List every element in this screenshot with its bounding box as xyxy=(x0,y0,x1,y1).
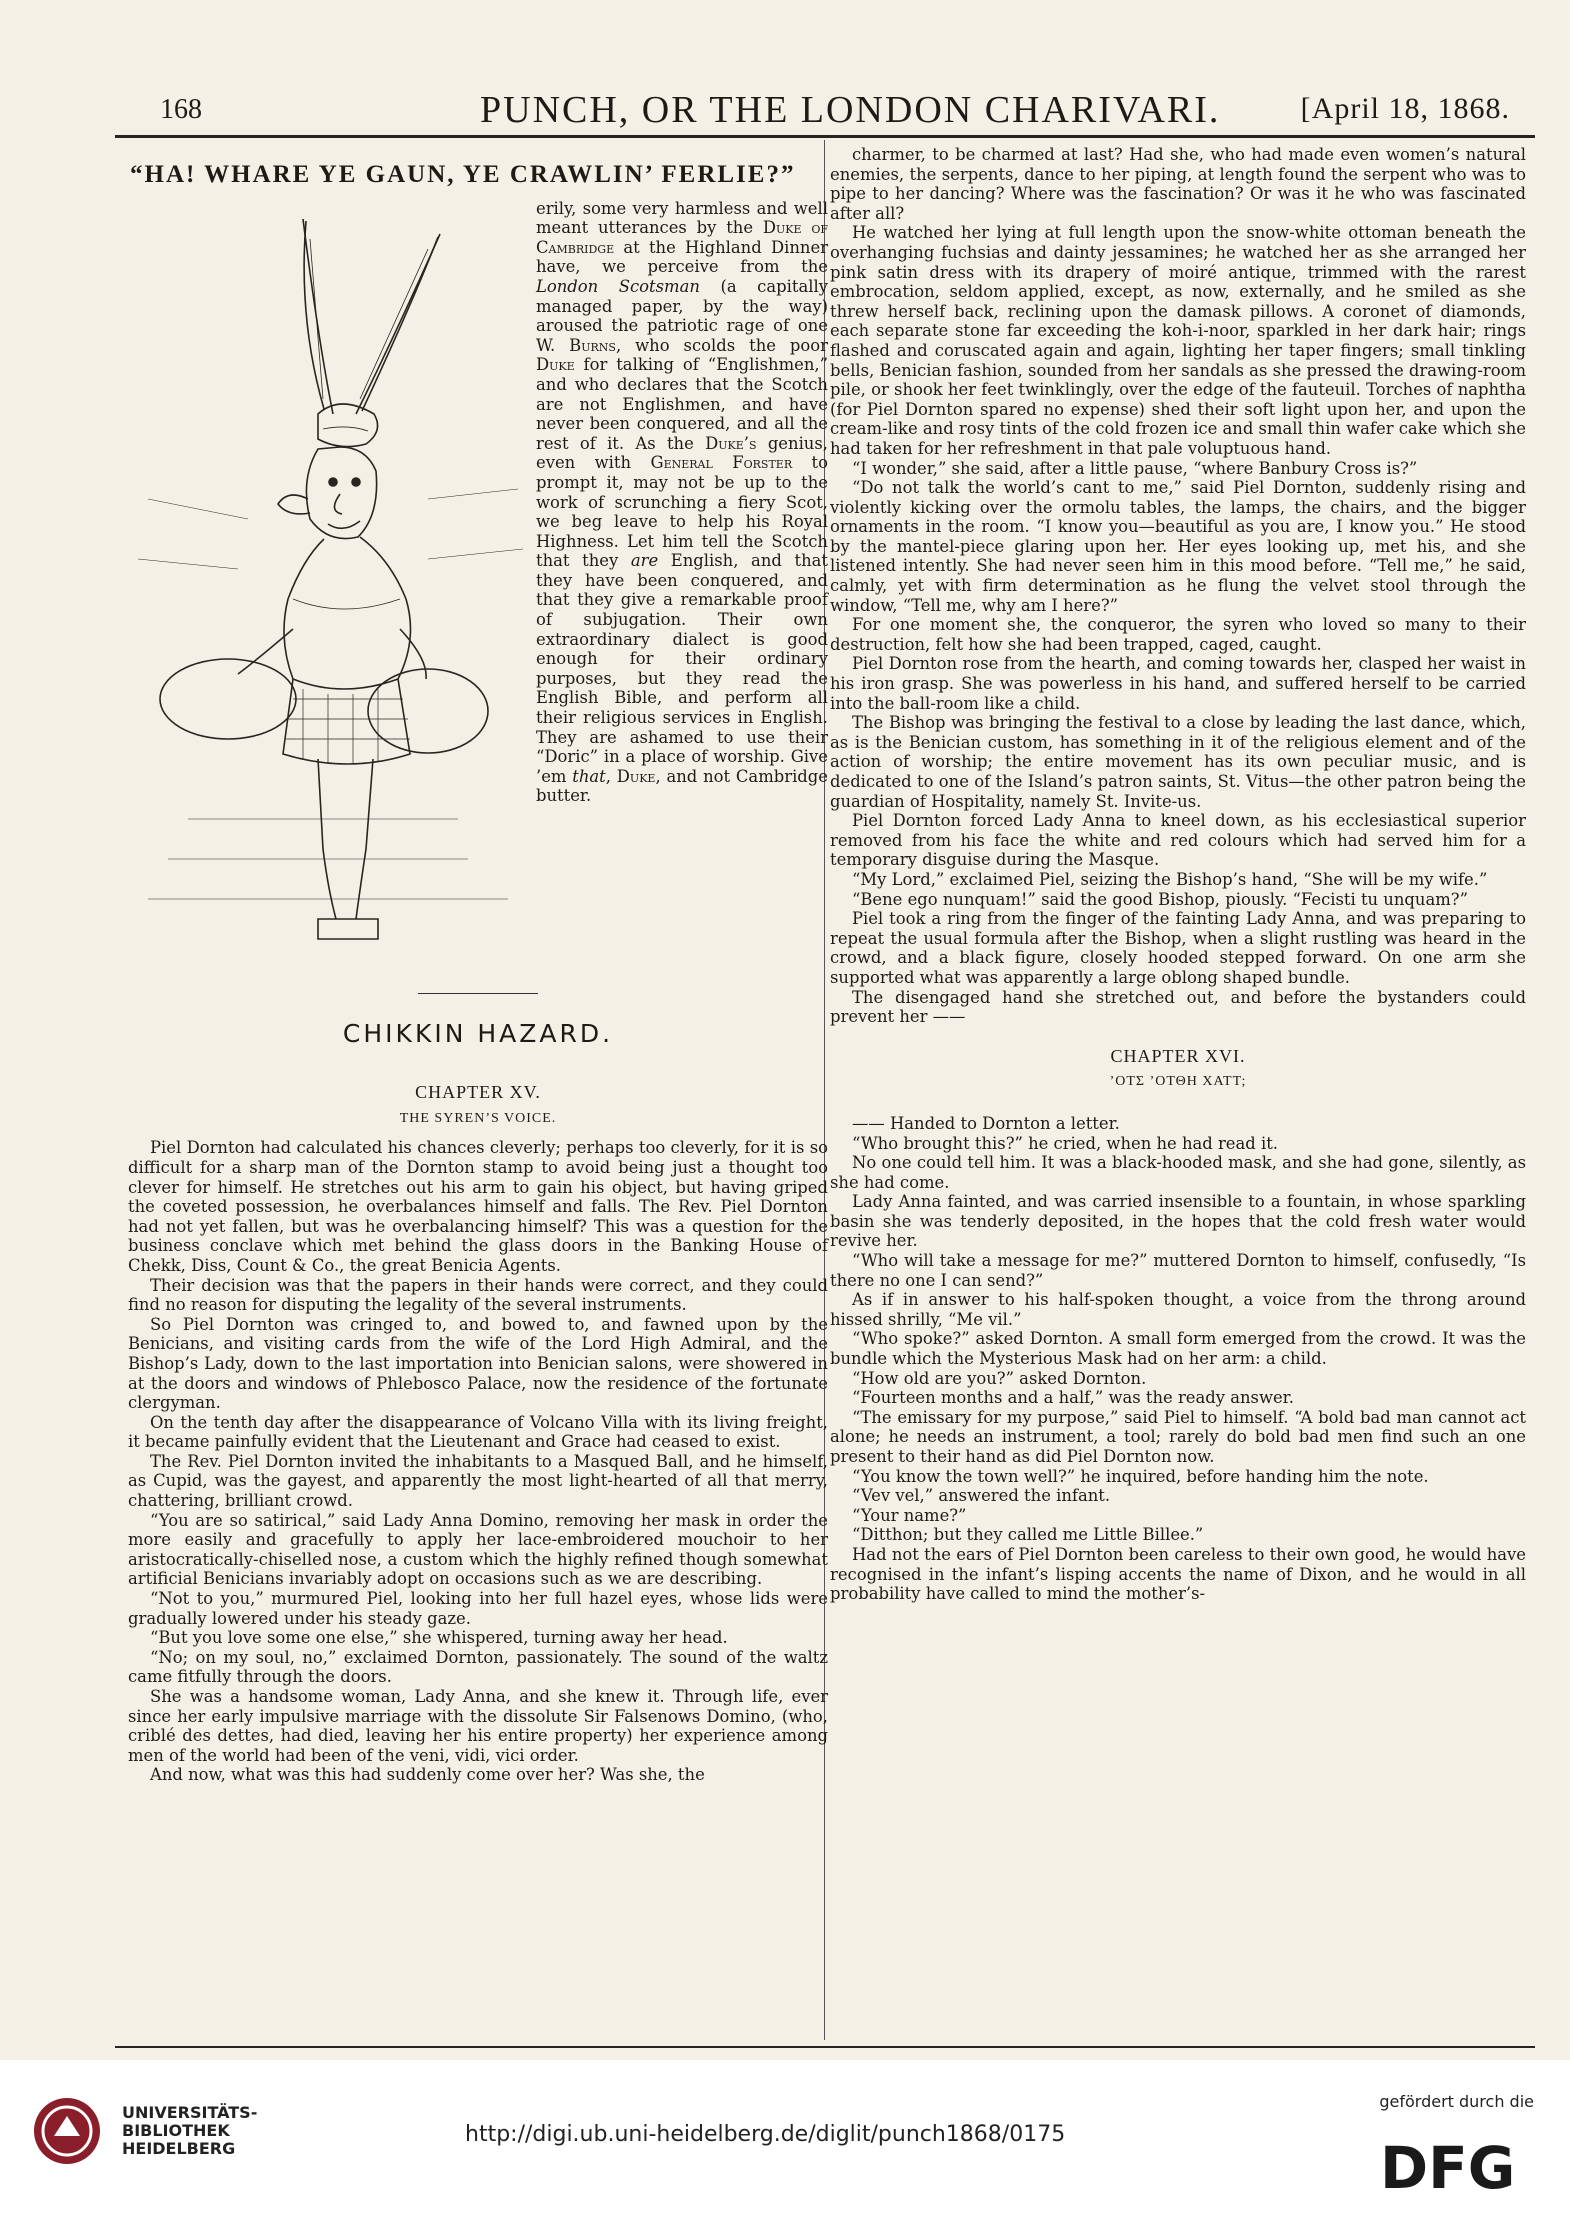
section-divider xyxy=(418,993,538,994)
university-name: UNIVERSITÄTS- BIBLIOTHEK HEIDELBERG xyxy=(122,2103,258,2158)
paragraph: He watched her lying at full length upon the snow-white ottoman beneath the overhanging fuchsias and dainty jessamines; he watched her as she arranged her pink satin dress with its drapery of moiré antique, trimmed with the rarest embrocation, seldom applied, except, as now, externally, and he smiled as she threw herself back, reclining upon the damask pillows. A coronet of diamonds, each separate stone far exceeding the koh-i-noor, sparkled in her dark hair; rings flashed and coruscated again and again, lighting her taper fingers; small tinkling bells, Benician fashion, sounded from her sandals as she pressed the drawing-room pile, or shook her feet twinklingly, over the edge of the fauteuil. Torches of naphtha (for Piel Dornton spared no expense) shed their soft light upon her, and upon the cream-like and rosy tints of the cold frozen ice and small thin wafer cake which she had taken for her refreshment in that pale voluptuous hand. xyxy=(830,223,1526,458)
paragraph: “Who will take a message for me?” muttered Dornton to himself, confusedly, “Is there no one I can send?” xyxy=(830,1251,1526,1290)
paragraph: No one could tell him. It was a black-hooded mask, and she had gone, silently, as she had come. xyxy=(830,1153,1526,1192)
paragraph: “Do not talk the world’s cant to me,” said Piel Dornton, suddenly rising and violently kicking over the ormolu tables, the lamps, the chairs, and the bigger ornaments in the room. “I know you—beautiful as you are, I know you.” He stood by the mantel-piece glaring upon her. Her eyes looking up, met his, and she listened intently. She had never seen him in this mood before. “Tell me,” he said, calmly, yet with firm determination as he flung the velvet stool through the window, “Tell me, why am I here?” xyxy=(830,478,1526,615)
paragraph: She was a handsome woman, Lady Anna, and she knew it. Through life, ever since her early impulsive marriage with the dissolute Sir Falsenows Domino, (who, criblé des dettes, had died, leaving her his entire property) her experience among men of the world had been of the veni, vidi, vici order. xyxy=(128,1687,828,1765)
caricature-illustration xyxy=(128,199,528,969)
header-rule xyxy=(115,135,1535,138)
paragraph: The Rev. Piel Dornton invited the inhabitants to a Masqued Ball, and he himself, as Cupid, was the gayest, and apparently the most light-hearted of all that merry, chattering, brilliant crowd. xyxy=(128,1451,828,1511)
paragraph: Piel Dornton had calculated his chances cleverly; perhaps too cleverly, for it is so difficult for a sharp man of the Dornton stamp to avoid being just a thought too clever for himself. He stretches out his arm to gain his object, but having griped the coveted possession, he overbalances himself and falls. The Rev. Piel Dornton had not yet fallen, but was he overbalancing himself? This was a question for the business conclave which met behind the glass doors in the Banking House of Chekk, Diss, Count & Co., the great Benicia Agents. xyxy=(128,1138,828,1275)
issue-date: [April 18, 1868. xyxy=(1300,92,1510,125)
paragraph: “Fourteen months and a half,” was the ready answer. xyxy=(852,1388,1294,1408)
paragraph: Had not the ears of Piel Dornton been careless to their own good, he would have recognised in the infant’s lisping accents the name of Dixon, and he would in all probability have called to mind the mother’s- xyxy=(830,1544,1526,1604)
paragraph: “Who brought this?” he cried, when he had read it. xyxy=(852,1133,1279,1153)
paragraph: “I wonder,” she said, after a little pause, “where Banbury Cross is?” xyxy=(852,458,1418,478)
chapter-subtitle-16: ’ΟΤΣ ’ΟΤΘΗ ΧΑΤΤ; xyxy=(1109,1074,1247,1090)
right-body xyxy=(830,145,1526,1027)
right-column xyxy=(830,145,1526,1604)
paragraph: Their decision was that the papers in their hands were correct, and they could find no reason for disputing the legality of the several instruments. xyxy=(128,1275,828,1315)
source-link[interactable]: http://digi.ub.uni-heidelberg.de/diglit/punch1868/0175 xyxy=(465,2122,1066,2147)
paragraph: “How old are you?” asked Dornton. xyxy=(852,1368,1147,1388)
funding-note: gefördert durch die xyxy=(1379,2092,1534,2111)
footer-rule xyxy=(115,2046,1535,2048)
paragraph: Lady Anna fainted, and was carried insensible to a fountain, in whose sparkling basin she was tenderly deposited, in the hopes that the cold fresh water would revive her. xyxy=(830,1192,1526,1251)
page-header xyxy=(120,88,1530,138)
paragraph: Piel took a ring from the finger of the fainting Lady Anna, and was preparing to repeat the usual formula after the Bishop, when a slight rustling was heard in the crowd, and a black figure, closely hooded stepped forward. On one arm she supported what was apparently a large oblong shaped bundle. xyxy=(830,909,1526,987)
drop-text: erily, some very harmless and well meant utterances by the xyxy=(536,198,828,238)
dfg-logo-text: DFG xyxy=(1380,2134,1516,2194)
caricature-drawing xyxy=(128,199,528,969)
serial-title: CHIKKIN HAZARD. xyxy=(342,1018,614,1048)
paragraph: “Who spoke?” asked Dornton. A small form emerged from the crowd. It was the bundle which the Mysterious Mask had on her arm: a child. xyxy=(830,1329,1526,1369)
paragraph: “My Lord,” exclaimed Piel, seizing the Bishop’s hand, “She will be my wife.” xyxy=(852,869,1488,889)
article-title: “HA! WHARE YE GAUN, YE CRAWLIN’ FERLIE?” xyxy=(130,161,796,188)
university-seal-icon xyxy=(32,2096,102,2166)
paragraph: As if in answer to his half-spoken thought, a voice from the throng around hissed shrilly, “Me vil.” xyxy=(830,1290,1526,1329)
left-body xyxy=(128,1138,828,1785)
paragraph: Piel Dornton rose from the hearth, and coming towards her, clasped her waist in his iron grasp. She was powerless in his hand, and suffered herself to be carried into the ball-room like a child. xyxy=(830,654,1526,713)
paragraph: “No; on my soul, no,” exclaimed Dornton, passionately. The sound of the waltz came fitfully through the doors. xyxy=(128,1647,828,1687)
left-column: “HA! WHARE YE GAUN, YE CRAWLIN’ FERLIE?” erily, some very harmless and well meant utterances by the Duke of Cambridge at the Highland Dinner have, we perceive from the London Scotsman (a capitally managed paper, by the way) aroused the patriotic rage of one W. Burns, who scolds the poor Duke for talking of “Englishmen,” and who declares that the Scotch are not Englishmen, and have never been conquered, and all the rest of it. As the Duke’s genius, even with General Forster to prompt it, may not be up to the work of scrunching a fiery Scot, we beg leave to help his Royal Highness. Let him tell the Scotch that they are English, and that they have been conquered, and that they give a remarkable proof of subjugation. Their own extraordinary dialect is good enough for their ordinary purposes, but they read the English Bible, and perform all their religious services in English. They are ashamed to use their “Doric” in a place of worship. Give ’em that, Duke, and not Cambridge butter. CHIKKIN HAZARD. CHAPTER XV. THE SYREN’S VOICE. Piel Dornton had calculated his chances cleverly; perhaps too cleverly, for it is so difficult for a sharp man of the Dornton stamp to avoid being just a thought too clever for himself. He stretches out his arm to gain his object, but having griped the coveted possession, he overbalances himself and falls. The Rev. Piel Dornton had not yet fallen, but was he overbalancing himself? This was a question for the business conclave which met behind the glass doors in the Banking House of Chekk, Diss, Count & Co., the great Benicia Agents. Their decision was that the papers in their hands were correct, and they could find no reason for disputing the legality of the several instruments. So Piel Dornton was cringed to, and bowed to, and fawned upon by the Benicians, and visiting cards from the wife of the Lord High Admiral, and the Bishop’s Lady, down to the last importation into Benician salons, were showered in at the doors and windows of Phlebosco Palace, now the residence of the fortunate clergyman. On the tenth day after the disappearance of Volcano Villa with its living freight, it became painfully evident that the Lieutenant and Grace had ceased to exist. The Rev. Piel Dornton invited the inhabitants to a Masqued Ball, and he himself, as Cupid, was the gayest, and apparently the most light-hearted of all that merry, chattering, brilliant crowd. “You are so satirical,” said Lady Anna Domino, removing her mask in order the more easily and gracefully to apply her lace-embroidered mouchoir to her aristocratically-chiselled nose, a custom which the highly refined though somewhat artificial Benicians invariably adopt on occasions such as we are describing. “Not to you,” murmured Piel, looking into her full hazel eyes, whose lids were gradually lowered under his steady gaze. “But you love some one else,” she whispered, turning away her head. “No; on my soul, no,” exclaimed Dornton, passionately. The sound of the waltz came fitfully through the doors. She was a handsome woman, Lady Anna, and she knew it. Through life, ever since her early impulsive marriage with the dissolute Sir Falsenows Domino, (who, criblé des dettes, had died, leaving her his entire property) her experience among men of the world had been of the veni, vidi, vici order. And now, what was this had suddenly come over her? Was she, the xyxy=(128,161,828,1785)
chapter-subtitle: THE SYREN’S VOICE. xyxy=(399,1110,557,1126)
paragraph: The Bishop was bringing the festival to a close by leading the last dance, which, as is the Benician custom, has something in it of the religious element and of the action of worship; the entire movement has its own peculiar music, and is dedicated to one of the Island’s patron saints, St. Vitus—the other patron being the guardian of Hospitality, namely St. Invite-us. xyxy=(830,713,1526,811)
dfg-logo-icon xyxy=(1380,2134,1530,2194)
paragraph: “You know the town well?” he inquired, before handing him the note. xyxy=(852,1466,1429,1486)
paragraph: Piel Dornton forced Lady Anna to kneel down, as his ecclesiastical superior removed from his face the white and red colours which had served him for a temporary disguise during the Masque. xyxy=(830,811,1526,870)
paragraph: “Ditthon; but they called me Little Billee.” xyxy=(852,1525,1204,1545)
paragraph: “Your name?” xyxy=(852,1505,967,1525)
paragraph: And now, what was this had suddenly come over her? Was she, the xyxy=(150,1765,705,1785)
paragraph: —— Handed to Dornton a letter. xyxy=(852,1113,1120,1133)
paragraph: charmer, to be charmed at last? Had she, who had made even women’s natural enemies, the serpents, dance to her piping, at length found the serpent who was to pipe to her dancing? Where was the fascination? Or was it he who was fascinated after all? xyxy=(830,145,1526,223)
page-number: 168 xyxy=(160,94,202,125)
paragraph: The disengaged hand she stretched out, and before the bystanders could prevent her —— xyxy=(830,987,1526,1027)
paragraph: So Piel Dornton was cringed to, and bowed to, and fawned upon by the Benicians, and visiting cards from the wife of the Lord High Admiral, and the Bishop’s Lady, down to the last importation into Benician salons, were showered in at the doors and windows of Phlebosco Palace, now the residence of the fortunate clergyman. xyxy=(128,1314,828,1413)
paragraph: “But you love some one else,” she whispered, turning away her head. xyxy=(150,1628,728,1648)
paragraph: For one moment she, the conqueror, the syren who loved so many to their destruction, felt how she had been trapped, caged, caught. xyxy=(830,615,1526,654)
chapter-heading-16: CHAPTER XVI. xyxy=(1110,1045,1246,1066)
right-body-2 xyxy=(830,1114,1526,1604)
masthead-title: PUNCH, OR THE LONDON CHARIVARI. xyxy=(480,89,1221,131)
paragraph: “You are so satirical,” said Lady Anna Domino, removing her mask in order the more easily and gracefully to apply her lace-embroidered mouchoir to her aristocratically-chiselled nose, a custom which the highly refined though somewhat artificial Benicians invariably adopt on occasions such as we are describing. xyxy=(128,1510,828,1589)
digitization-footer xyxy=(0,2060,1570,2216)
paragraph: “Not to you,” murmured Piel, looking into her full hazel eyes, whose lids were gradually lowered under his steady gaze. xyxy=(128,1589,828,1628)
paragraph: “Bene ego nunquam!” said the good Bishop, piously. “Fecisti tu unquam?” xyxy=(852,889,1468,909)
paragraph: “The emissary for my purpose,” said Piel to himself. “A bold bad man cannot act alone; he needs an instrument, a tool; rarely do bold bad men find such an one present to their hand as did Piel Dornton now. xyxy=(830,1407,1526,1466)
paragraph: “Vev vel,” answered the infant. xyxy=(852,1486,1111,1506)
chapter-heading: CHAPTER XV. xyxy=(415,1082,541,1103)
paragraph: On the tenth day after the disappearance of Volcano Villa with its living freight, it became painfully evident that the Lieutenant and Grace had ceased to exist. xyxy=(128,1412,828,1452)
